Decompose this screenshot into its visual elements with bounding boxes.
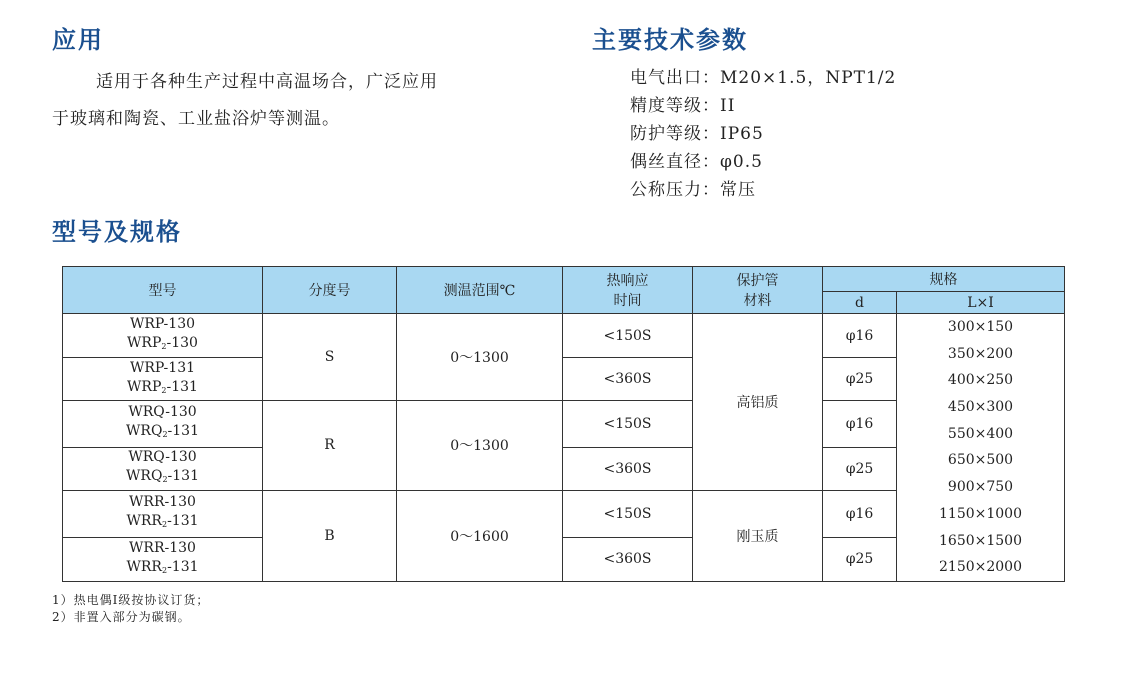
spec-table xyxy=(62,266,1065,582)
header-material-line-2: 材料 xyxy=(743,293,772,309)
model-line: WRP-131 xyxy=(129,359,196,376)
size-item: 1650×1500 xyxy=(939,532,1022,549)
model-line-subscript: $WRR_2-131$ xyxy=(126,558,199,575)
application-heading: 应用 xyxy=(52,26,104,54)
sizes-cell xyxy=(897,314,1065,582)
diameter-cell: φ25 xyxy=(823,537,897,581)
model-line-subscript: $WRR_2-131$ xyxy=(126,513,199,530)
model-line: WRQ-130 xyxy=(128,449,197,466)
graduation-cell: S xyxy=(263,314,397,401)
tech-params-heading: 主要技术参数 xyxy=(592,26,748,54)
tech-param-protection: 防护等级：IP65 xyxy=(630,124,764,144)
tech-param-accuracy: 精度等级：II xyxy=(630,96,736,116)
response-cell: <360S xyxy=(563,358,693,401)
model-cell xyxy=(63,447,263,490)
header-d: d xyxy=(823,292,897,314)
size-item: 300×150 xyxy=(947,319,1014,335)
header-range: 测温范围℃ xyxy=(397,267,563,314)
material-cell: 刚玉质 xyxy=(693,490,823,581)
footnotes xyxy=(52,592,209,626)
model-cell xyxy=(63,537,263,581)
range-cell: 0～1300 xyxy=(397,401,563,491)
response-cell: <150S xyxy=(563,314,693,358)
size-item: 350×200 xyxy=(947,345,1014,362)
footnote-2: 2）非置入部分为碳钢。 xyxy=(52,610,191,624)
size-item: 900×750 xyxy=(947,479,1014,496)
model-line-subscript: $WRQ_2-131$ xyxy=(126,468,199,485)
header-response-line-1: 热响应 xyxy=(606,273,649,289)
response-cell: <360S xyxy=(563,537,693,581)
header-spec: 规格 xyxy=(823,267,1065,292)
graduation-cell: R xyxy=(263,401,397,491)
footnote-1: 1）热电偶I级按协议订货； xyxy=(52,593,210,607)
response-cell: <150S xyxy=(563,490,693,537)
tech-param-wire-diameter: 偶丝直径：φ0.5 xyxy=(630,152,763,172)
material-cell: 高铝质 xyxy=(693,314,823,491)
header-response-line-2: 时间 xyxy=(613,293,642,309)
header-response-time xyxy=(563,267,693,314)
model-cell xyxy=(63,401,263,448)
tech-params-list xyxy=(630,64,896,204)
header-material-line-1: 保护管 xyxy=(736,273,779,289)
range-cell: 0～1300 xyxy=(397,314,563,401)
model-cell xyxy=(63,358,263,401)
range-cell: 0～1600 xyxy=(397,490,563,581)
model-cell xyxy=(63,490,263,537)
diameter-cell: φ25 xyxy=(823,447,897,490)
application-text-line-2: 于玻璃和陶瓷、工业盐浴炉等测温。 xyxy=(52,109,340,129)
size-item: 1150×1000 xyxy=(939,505,1022,522)
model-line-subscript: $WRP_2-130$ xyxy=(127,335,198,351)
header-graduation: 分度号 xyxy=(263,267,397,314)
diameter-cell: φ16 xyxy=(823,314,897,358)
diameter-cell: φ25 xyxy=(823,358,897,401)
response-cell: <150S xyxy=(563,401,693,448)
application-text-line-1: 适用于各种生产过程中高温场合，广泛应用 xyxy=(96,72,438,92)
model-line: WRR-130 xyxy=(129,494,196,511)
header-model: 型号 xyxy=(63,267,263,314)
header-material xyxy=(693,267,823,314)
header-lxi: L×I xyxy=(897,292,1065,314)
size-item: 400×250 xyxy=(947,372,1014,389)
model-line: WRQ-130 xyxy=(128,404,197,421)
model-cell xyxy=(63,314,263,358)
diameter-cell: φ16 xyxy=(823,490,897,537)
tech-param-outlet: 电气出口：M20×1.5，NPT1/2 xyxy=(630,68,897,88)
size-item: 550×400 xyxy=(947,425,1014,442)
model-line-subscript: $WRP_2-131$ xyxy=(127,378,198,395)
size-item: 2150×2000 xyxy=(939,559,1022,576)
application-text xyxy=(52,64,562,138)
tech-param-pressure: 公称压力：常压 xyxy=(630,180,756,200)
model-line-subscript: $WRQ_2-131$ xyxy=(126,423,199,440)
diameter-cell: φ16 xyxy=(823,401,897,448)
model-line: WRP-130 xyxy=(129,316,196,332)
size-item: 450×300 xyxy=(947,399,1014,416)
graduation-cell: B xyxy=(263,490,397,581)
model-line: WRR-130 xyxy=(129,539,196,556)
response-cell: <360S xyxy=(563,447,693,490)
spec-heading: 型号及规格 xyxy=(52,218,182,246)
size-item: 650×500 xyxy=(947,452,1014,469)
